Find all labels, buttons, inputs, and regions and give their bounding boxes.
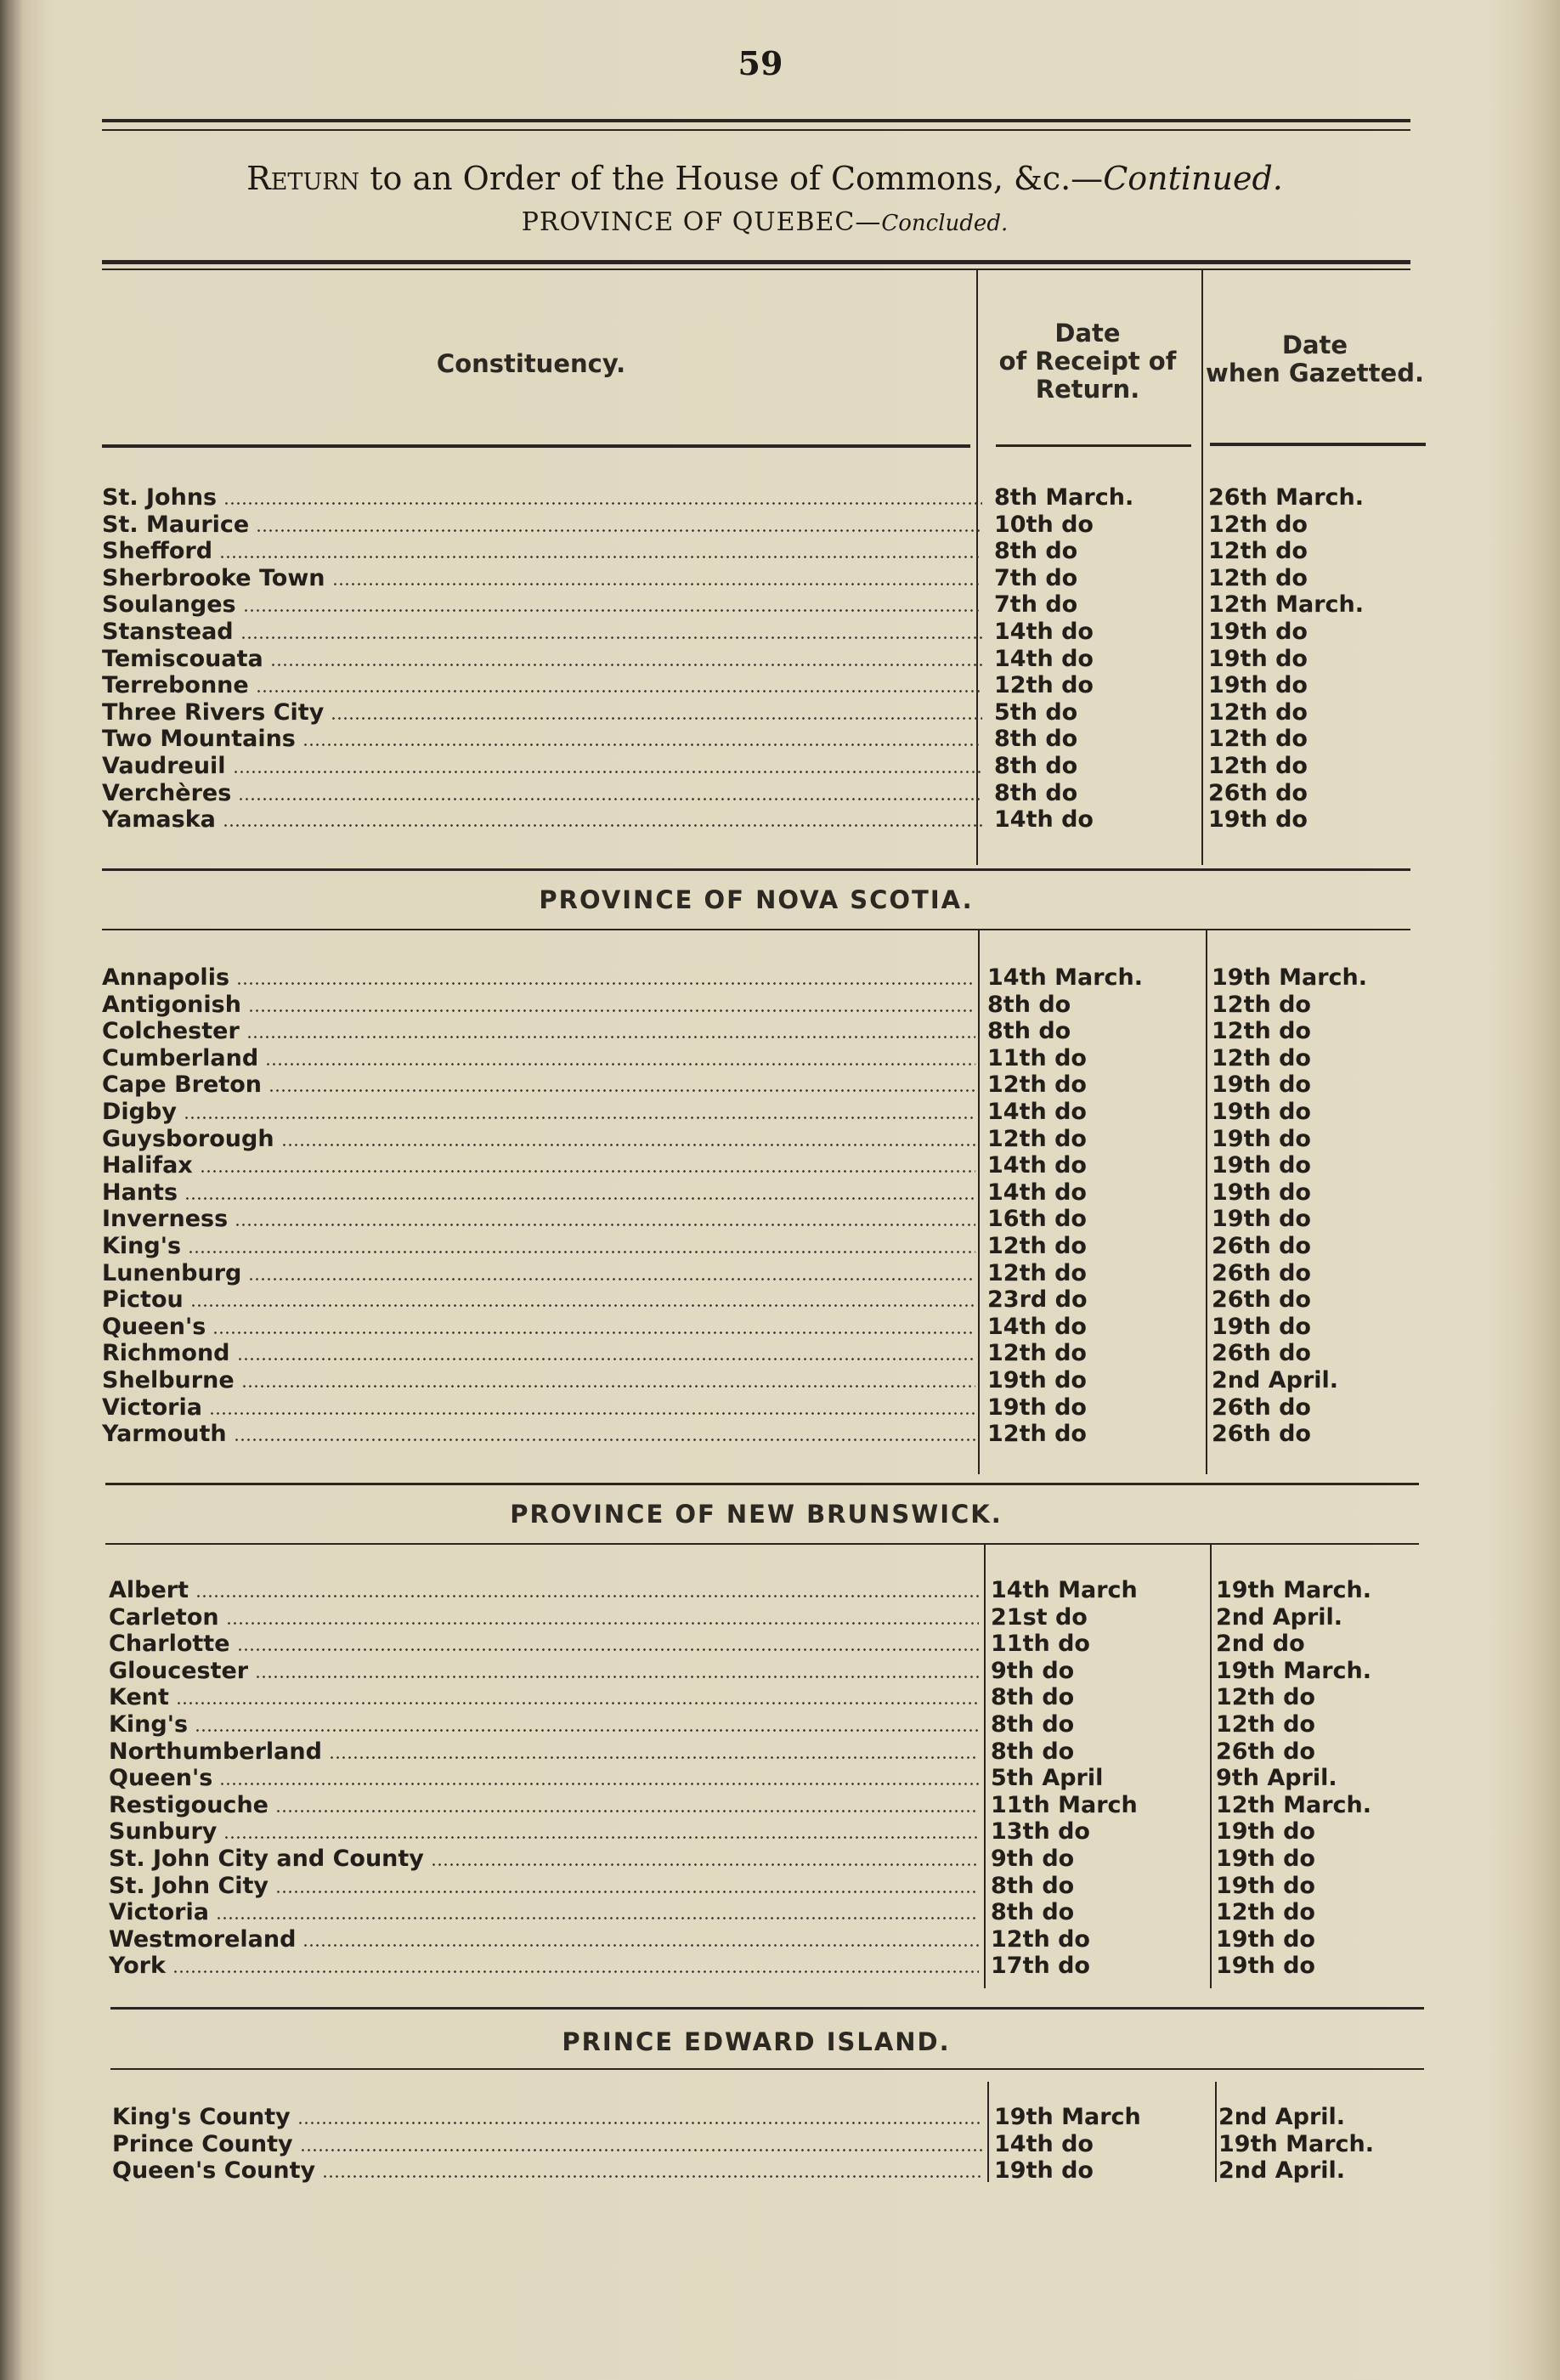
table-row (109, 1711, 1437, 1738)
dot-leader (256, 690, 982, 693)
gazetted-date: 2nd April. (1218, 2157, 1346, 2185)
gazetted-date: 12th do (1216, 1899, 1315, 1926)
receipt-date: 12th do (987, 1259, 1087, 1286)
table-row (102, 1126, 1433, 1153)
gazetted-date: 12th do (1212, 991, 1311, 1018)
table-row (102, 1421, 1433, 1448)
quebec-concluded: Concluded. (881, 211, 1009, 236)
section-rule (110, 2007, 1424, 2010)
section-title-pei: PRINCE EDWARD ISLAND. (562, 2027, 951, 2056)
gazetted-date: 12th do (1208, 538, 1308, 565)
gazetted-date: 19th March. (1212, 964, 1367, 991)
gazetted-date: 12th do (1216, 1711, 1315, 1738)
table-row (102, 1179, 1433, 1207)
table-row (102, 726, 1429, 753)
gazetted-date: 19th do (1212, 1152, 1311, 1179)
gazetted-date: 2nd April. (1218, 2104, 1346, 2130)
dot-leader (176, 1702, 979, 1704)
dot-leader (223, 1836, 979, 1839)
dot-leader (255, 1676, 979, 1678)
constituency-name: Charlotte (109, 1631, 230, 1658)
constituency-name: Halifax (102, 1152, 193, 1179)
dot-leader (216, 1917, 979, 1919)
table-row (102, 1018, 1433, 1045)
quebec-label: PROVINCE OF QUEBEC— (521, 207, 882, 237)
constituency-name: Cumberland (102, 1044, 259, 1071)
document-title (85, 160, 1444, 197)
table-row (102, 672, 1429, 699)
dot-leader (281, 1144, 975, 1146)
table-row (109, 1765, 1437, 1792)
receipt-date: 12th do (987, 1071, 1087, 1099)
dot-leader (219, 556, 982, 558)
dot-leader (212, 1331, 975, 1334)
receipt-date: 12th do (987, 1125, 1087, 1152)
gazetted-date: 26th do (1212, 1394, 1311, 1421)
dot-leader (233, 771, 982, 773)
dot-leader (256, 529, 982, 532)
dot-leader (240, 636, 982, 639)
receipt-date: 8th March. (994, 484, 1134, 511)
receipt-date: 19th do (987, 1367, 1087, 1394)
table-row (102, 1206, 1433, 1233)
receipt-date: 11th do (987, 1044, 1087, 1071)
constituency-name: Yarmouth (102, 1421, 227, 1448)
table-row (102, 1286, 1433, 1314)
constituency-name: Two Mountains (102, 726, 296, 753)
dot-leader (184, 1197, 975, 1200)
table-row (109, 1846, 1437, 1873)
table-row (102, 538, 1429, 565)
table-row (102, 1314, 1433, 1341)
constituency-name: Gloucester (109, 1657, 249, 1684)
constituency-name: Lunenburg (102, 1259, 242, 1286)
constituency-name: Queen's County (112, 2157, 316, 2185)
table-row (112, 2131, 1439, 2158)
top-rule (102, 119, 1410, 122)
receipt-date: 17th do (991, 1953, 1090, 1980)
constituency-name: Vaudreuil (102, 753, 226, 779)
table-row (102, 753, 1429, 780)
dot-leader (332, 583, 982, 585)
table-row (109, 1684, 1437, 1711)
receipt-date: 5th April (991, 1765, 1104, 1792)
table-row (102, 512, 1429, 539)
receipt-date: 12th do (987, 1340, 1087, 1367)
section-rule (110, 2068, 1424, 2070)
receipt-date: 8th do (994, 753, 1078, 779)
gazetted-date: 19th do (1216, 1818, 1315, 1846)
gazetted-date: 26th do (1212, 1421, 1311, 1448)
receipt-date: 19th March (994, 2104, 1141, 2130)
receipt-date: 8th do (994, 779, 1078, 806)
gazetted-date: 19th March. (1218, 2130, 1374, 2157)
col-receipt-header (977, 319, 1198, 404)
dot-leader (268, 1089, 975, 1092)
receipt-date: 11th March (991, 1791, 1138, 1818)
receipt-header-line2: of Receipt of (998, 347, 1177, 376)
table-row (102, 992, 1433, 1019)
table-row (102, 1367, 1433, 1394)
constituency-name: Northumberland (109, 1738, 322, 1765)
header-rule (102, 260, 1410, 264)
gazetted-date: 12th do (1208, 726, 1308, 753)
col-underline-receipt (996, 444, 1191, 447)
gazetted-date: 12th do (1212, 1018, 1311, 1045)
constituency-name: Sherbrooke Town (102, 564, 325, 591)
gazetted-date: 19th do (1212, 1099, 1311, 1125)
dot-leader (300, 2149, 982, 2151)
receipt-header-line1: Date (1054, 319, 1121, 348)
table-row (102, 565, 1429, 592)
table-row (112, 2157, 1439, 2185)
dot-leader (275, 1810, 979, 1812)
receipt-date: 14th do (987, 1099, 1087, 1125)
table-row (102, 1340, 1433, 1367)
title-continued: Continued. (1103, 160, 1283, 197)
gazetted-date: 19th do (1216, 1953, 1315, 1980)
top-rule-thin (102, 129, 1410, 131)
dot-leader (172, 1970, 979, 1973)
receipt-date: 23rd do (987, 1286, 1088, 1314)
receipt-date: 14th do (994, 806, 1094, 834)
receipt-date: 7th do (994, 564, 1078, 591)
table-row (102, 646, 1429, 673)
gazetted-date: 19th do (1216, 1846, 1315, 1872)
dot-leader (226, 1622, 979, 1625)
table-row (102, 484, 1429, 512)
gazetted-date: 19th do (1208, 672, 1308, 699)
constituency-name: Yamaska (102, 806, 216, 834)
constituency-name: St. John City (109, 1872, 269, 1899)
col-underline-constituency (102, 444, 970, 448)
dot-leader (188, 1251, 975, 1253)
dot-leader (195, 1729, 979, 1732)
constituency-name: Verchères (102, 779, 232, 806)
constituency-name: Pictou (102, 1286, 184, 1314)
dot-leader (223, 502, 982, 505)
dot-leader (235, 1224, 975, 1226)
receipt-date: 14th do (994, 2130, 1094, 2157)
gazetted-date: 12th do (1212, 1044, 1311, 1071)
receipt-date: 8th do (991, 1711, 1075, 1738)
dot-leader (302, 743, 982, 746)
gazetted-date: 19th March. (1216, 1657, 1371, 1684)
constituency-name: King's County (112, 2104, 291, 2130)
table-row (109, 1658, 1437, 1685)
constituency-name: Richmond (102, 1340, 230, 1367)
dot-leader (297, 2122, 982, 2124)
constituency-name: Soulanges (102, 591, 236, 619)
dot-leader (431, 1863, 979, 1866)
gazetted-date: 19th do (1208, 806, 1308, 834)
gazetted-date: 12th do (1208, 698, 1308, 726)
constituency-name: Queen's (109, 1765, 213, 1792)
dot-leader (248, 1278, 975, 1280)
receipt-header-line3: Return. (1035, 375, 1140, 404)
dot-leader (241, 1385, 975, 1388)
gazetted-date: 19th do (1216, 1872, 1315, 1899)
dot-leader (329, 1756, 979, 1759)
dot-leader (234, 1439, 975, 1441)
table-row (109, 1953, 1437, 1980)
table-row (102, 699, 1429, 726)
section-rule (102, 929, 1410, 930)
gazetted-date: 19th do (1216, 1925, 1315, 1953)
constituency-name: Stanstead (102, 619, 234, 645)
gazetted-date: 2nd April. (1216, 1603, 1343, 1631)
title-rest: to an Order of the House of Commons, &c.— (359, 160, 1104, 197)
gazetted-date: 19th do (1212, 1179, 1311, 1206)
table-row (109, 1604, 1437, 1631)
receipt-date: 7th do (994, 591, 1078, 619)
table-row (109, 1818, 1437, 1846)
constituency-name: Albert (109, 1577, 189, 1603)
constituency-name: Hants (102, 1179, 178, 1206)
gazetted-date: 12th March. (1208, 591, 1364, 619)
gazetted-date: 26th do (1212, 1286, 1311, 1314)
gazetted-date: 19th do (1212, 1313, 1311, 1340)
receipt-date: 12th do (994, 672, 1094, 699)
receipt-date: 8th do (987, 1018, 1071, 1045)
dot-leader (265, 1063, 975, 1066)
constituency-name: King's (109, 1711, 189, 1738)
table-row (109, 1926, 1437, 1953)
table-row (102, 1071, 1433, 1099)
dot-leader (322, 2175, 982, 2178)
dot-leader (237, 1358, 975, 1360)
constituency-name: Shefford (102, 538, 213, 565)
gazetted-date: 26th do (1212, 1233, 1311, 1259)
gazetted-date: 19th March. (1216, 1577, 1371, 1603)
dot-leader (223, 824, 982, 827)
receipt-date: 14th March (991, 1577, 1138, 1603)
gazetted-date: 19th do (1208, 619, 1308, 645)
receipt-date: 12th do (991, 1925, 1090, 1953)
gazetted-date: 12th do (1208, 753, 1308, 779)
constituency-name: Digby (102, 1099, 177, 1125)
table-row (112, 2104, 1439, 2131)
table-row (102, 1233, 1433, 1260)
receipt-date: 14th do (987, 1313, 1087, 1340)
table-row (102, 1152, 1433, 1179)
table-row (109, 1792, 1437, 1819)
table-row (102, 1045, 1433, 1072)
constituency-name: Victoria (109, 1899, 209, 1926)
gazetted-header-line1: Date (1281, 331, 1348, 359)
table-row (102, 1260, 1433, 1287)
receipt-date: 16th do (987, 1206, 1087, 1233)
table-row (102, 619, 1429, 646)
receipt-date: 8th do (991, 1684, 1075, 1711)
gazetted-date: 26th do (1212, 1259, 1311, 1286)
table-row (109, 1899, 1437, 1926)
dot-leader (236, 982, 975, 985)
constituency-name: Terrebonne (102, 672, 249, 699)
section-title-nova-scotia: PROVINCE OF NOVA SCOTIA. (539, 885, 974, 914)
constituency-name: St. Johns (102, 484, 218, 511)
table-row (109, 1577, 1437, 1604)
dot-leader (302, 1944, 979, 1947)
dot-leader (219, 1783, 979, 1785)
dot-leader (237, 1648, 979, 1651)
receipt-date: 14th do (994, 619, 1094, 645)
dot-leader (331, 717, 982, 720)
receipt-date: 8th do (987, 991, 1071, 1018)
constituency-name: Prince County (112, 2130, 293, 2157)
dot-leader (209, 1412, 975, 1415)
gazetted-date: 26th do (1212, 1340, 1311, 1367)
constituency-name: St. Maurice (102, 511, 250, 538)
gazetted-date: 19th do (1212, 1206, 1311, 1233)
constituency-name: Guysborough (102, 1125, 274, 1152)
constituency-name: Restigouche (109, 1791, 268, 1818)
receipt-date: 8th do (991, 1899, 1075, 1926)
receipt-date: 19th do (994, 2157, 1094, 2185)
gazetted-date: 2nd April. (1212, 1367, 1339, 1394)
constituency-name: Westmoreland (109, 1925, 297, 1953)
receipt-date: 11th do (991, 1631, 1090, 1658)
dot-leader (275, 1891, 979, 1893)
table-row (109, 1873, 1437, 1900)
receipt-date: 14th do (987, 1152, 1087, 1179)
col-constituency-header: Constituency. (436, 349, 626, 378)
gazetted-date: 26th do (1216, 1738, 1315, 1765)
receipt-date: 19th do (987, 1394, 1087, 1421)
constituency-name: Cape Breton (102, 1071, 262, 1099)
receipt-date: 9th do (991, 1657, 1075, 1684)
receipt-date: 9th do (991, 1846, 1075, 1872)
dot-leader (184, 1117, 975, 1119)
table-row (102, 1099, 1433, 1126)
dot-leader (248, 1009, 975, 1012)
constituency-name: Annapolis (102, 964, 230, 991)
gazetted-date: 19th do (1212, 1125, 1311, 1152)
gazetted-date: 19th do (1208, 645, 1308, 672)
gazetted-date: 9th April. (1216, 1765, 1337, 1792)
receipt-date: 14th do (987, 1179, 1087, 1206)
constituency-name: Colchester (102, 1018, 240, 1045)
section-title-new-brunswick: PROVINCE OF NEW BRUNSWICK. (510, 1500, 1003, 1529)
page-number: 59 (738, 44, 783, 82)
table-row (102, 780, 1429, 807)
constituency-name: King's (102, 1233, 182, 1259)
gazetted-date: 26th March. (1208, 484, 1364, 511)
constituency-name: Shelburne (102, 1367, 235, 1394)
header-rule-thin (102, 269, 1410, 270)
receipt-date: 8th do (994, 538, 1078, 565)
table-row (102, 806, 1429, 834)
receipt-date: 8th do (991, 1738, 1075, 1765)
dot-leader (200, 1170, 975, 1173)
table-row (109, 1631, 1437, 1658)
dot-leader (243, 609, 982, 612)
receipt-date: 14th do (994, 645, 1094, 672)
receipt-date: 8th do (994, 726, 1078, 753)
constituency-name: Sunbury (109, 1818, 218, 1846)
dot-leader (190, 1304, 975, 1307)
gazetted-date: 12th do (1216, 1684, 1315, 1711)
receipt-date: 12th do (987, 1233, 1087, 1259)
dot-leader (238, 798, 982, 800)
section-title-quebec (85, 207, 1444, 237)
constituency-name: St. John City and County (109, 1846, 424, 1872)
table-row (109, 1738, 1437, 1766)
table-row (102, 1394, 1433, 1422)
gazetted-header-line2: when Gazetted. (1206, 359, 1424, 387)
col-gazetted-header (1202, 331, 1427, 387)
dot-leader (195, 1595, 979, 1597)
dot-leader (246, 1036, 975, 1038)
section-rule (105, 1483, 1419, 1485)
col-underline-gazetted (1210, 443, 1426, 446)
receipt-date: 8th do (991, 1872, 1075, 1899)
constituency-name: Temiscouata (102, 645, 263, 672)
constituency-name: Carleton (109, 1603, 219, 1631)
section-rule (105, 1543, 1419, 1545)
table-row (102, 591, 1429, 619)
gazetted-date: 19th do (1212, 1071, 1311, 1099)
constituency-name: Inverness (102, 1206, 229, 1233)
receipt-date: 5th do (994, 698, 1078, 726)
section-rule (102, 868, 1410, 871)
gazetted-date: 12th March. (1216, 1791, 1371, 1818)
receipt-date: 14th March. (987, 964, 1143, 991)
gazetted-date: 12th do (1208, 511, 1308, 538)
constituency-name: Kent (109, 1684, 169, 1711)
receipt-date: 13th do (991, 1818, 1090, 1846)
constituency-name: Queen's (102, 1313, 206, 1340)
constituency-name: Antigonish (102, 991, 241, 1018)
receipt-date: 10th do (994, 511, 1094, 538)
constituency-name: York (109, 1953, 166, 1980)
receipt-date: 21st do (991, 1603, 1088, 1631)
gazetted-date: 12th do (1208, 564, 1308, 591)
gazetted-date: 26th do (1208, 779, 1308, 806)
gazetted-date: 2nd do (1216, 1631, 1305, 1658)
dot-leader (270, 664, 982, 666)
title-return-word: Return (246, 160, 360, 197)
receipt-date: 12th do (987, 1421, 1087, 1448)
constituency-name: Victoria (102, 1394, 202, 1421)
constituency-name: Three Rivers City (102, 698, 325, 726)
table-row (102, 964, 1433, 992)
